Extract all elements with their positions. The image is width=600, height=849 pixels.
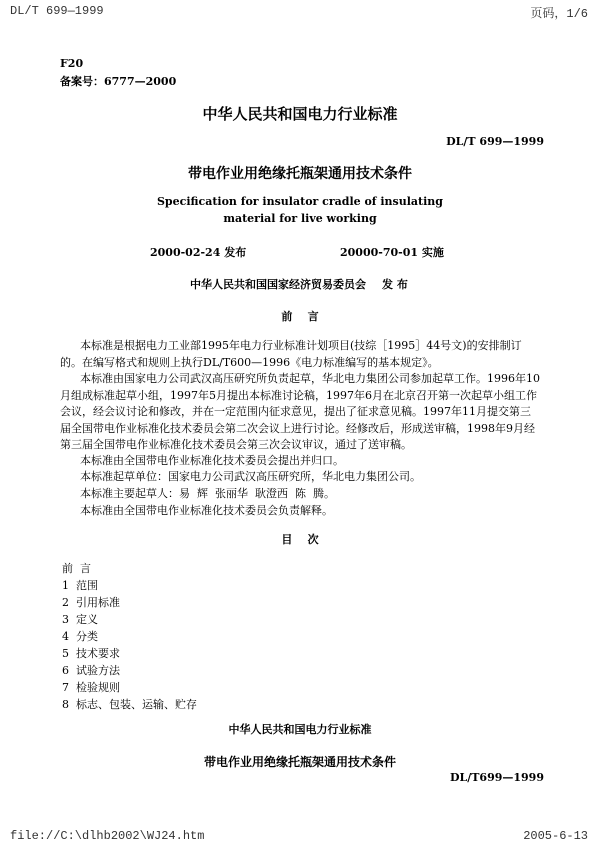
toc-item[interactable]: 4 分类 (62, 630, 98, 643)
print-header-doc-code: DL/T 699—1999 (10, 4, 104, 18)
effective-date: 20000-70-01 实施 (340, 246, 444, 259)
toc-item[interactable]: 2 引用标准 (62, 596, 120, 609)
print-footer-date: 2005-6-13 (523, 829, 588, 843)
foreword-paragraph-5: 本标准主要起草人：易 辉 张丽华 耿澄西 陈 腾。 (80, 487, 335, 500)
print-footer-file-path: file://C:\dlhb2002\WJ24.htm (10, 829, 205, 843)
foreword-heading: 前 言 (281, 310, 319, 323)
foreword-paragraph-3: 本标准由全国带电作业标准化技术委员会提出并归口。 (80, 454, 344, 467)
print-header-page-label: 页码，1/6 (530, 7, 588, 21)
toc-item[interactable]: 3 定义 (62, 613, 98, 626)
filing-number: 备案号：6777—2000 (60, 75, 177, 88)
document-title-en-line1: Specification for insulator cradle of insulating (156, 195, 443, 208)
toc-item[interactable]: 5 技术要求 (62, 647, 120, 660)
industry-standard-heading: 中华人民共和国电力行业标准 (202, 105, 398, 123)
document-title-en-line2: material for live working (223, 212, 377, 225)
foreword-paragraph-6: 本标准由全国带电作业标准化技术委员会负责解释。 (80, 504, 333, 517)
classification-code: F20 (60, 57, 84, 70)
issuer-action: 发 布 (382, 278, 408, 291)
toc-item[interactable]: 1 范围 (62, 579, 98, 592)
toc-item[interactable]: 8 标志、包装、运输、贮存 (62, 698, 197, 711)
standard-code-repeat: DL/T699—1999 (449, 771, 544, 784)
issue-date: 2000-02-24 发布 (150, 246, 247, 259)
industry-standard-heading-repeat: 中华人民共和国电力行业标准 (228, 723, 372, 736)
standard-code: DL/T 699—1999 (446, 135, 544, 148)
document-title-cn-repeat: 带电作业用绝缘托瓶架通用技术条件 (203, 755, 396, 769)
foreword-paragraph-4: 本标准起草单位：国家电力公司武汉高压研究所，华北电力集团公司。 (80, 470, 421, 483)
foreword-paragraph-2: 本标准由国家电力公司武汉高压研究所负责起草，华北电力集团公司参加起草工作。1996年10月组成标准起草小组，1997年5月提出本标准讨论稿，1997年6月在北京召开第一次起草小组工作会议，经会议讨论和修改，并在一定范围内征求意见，提出了征求意见稿。1997年11月提交第三届全国带电作业标准化技术委员会第二次会议上进行讨论。经修改后，形成送审稿，1998年9月经第三届全国带电作业标准化技术委员会第三次会议审议，通过了送审稿。 (60, 372, 540, 451)
toc-heading: 目 次 (281, 533, 319, 546)
toc-item[interactable]: 前 言 (62, 562, 91, 575)
foreword-paragraph-1: 本标准是根据电力工业部1995年电力行业标准计划项目(技综［1995］44号文)的安排制订的。在编写格式和规则上执行DL/T600—1996《电力标准编写的基本规定》。 (60, 339, 522, 369)
toc-item[interactable]: 6 试验方法 (62, 664, 120, 677)
toc-item[interactable]: 7 检验规则 (62, 681, 120, 694)
issuer: 中华人民共和国国家经济贸易委员会 (190, 278, 366, 291)
document-title-cn: 带电作业用绝缘托瓶架通用技术条件 (188, 166, 412, 182)
